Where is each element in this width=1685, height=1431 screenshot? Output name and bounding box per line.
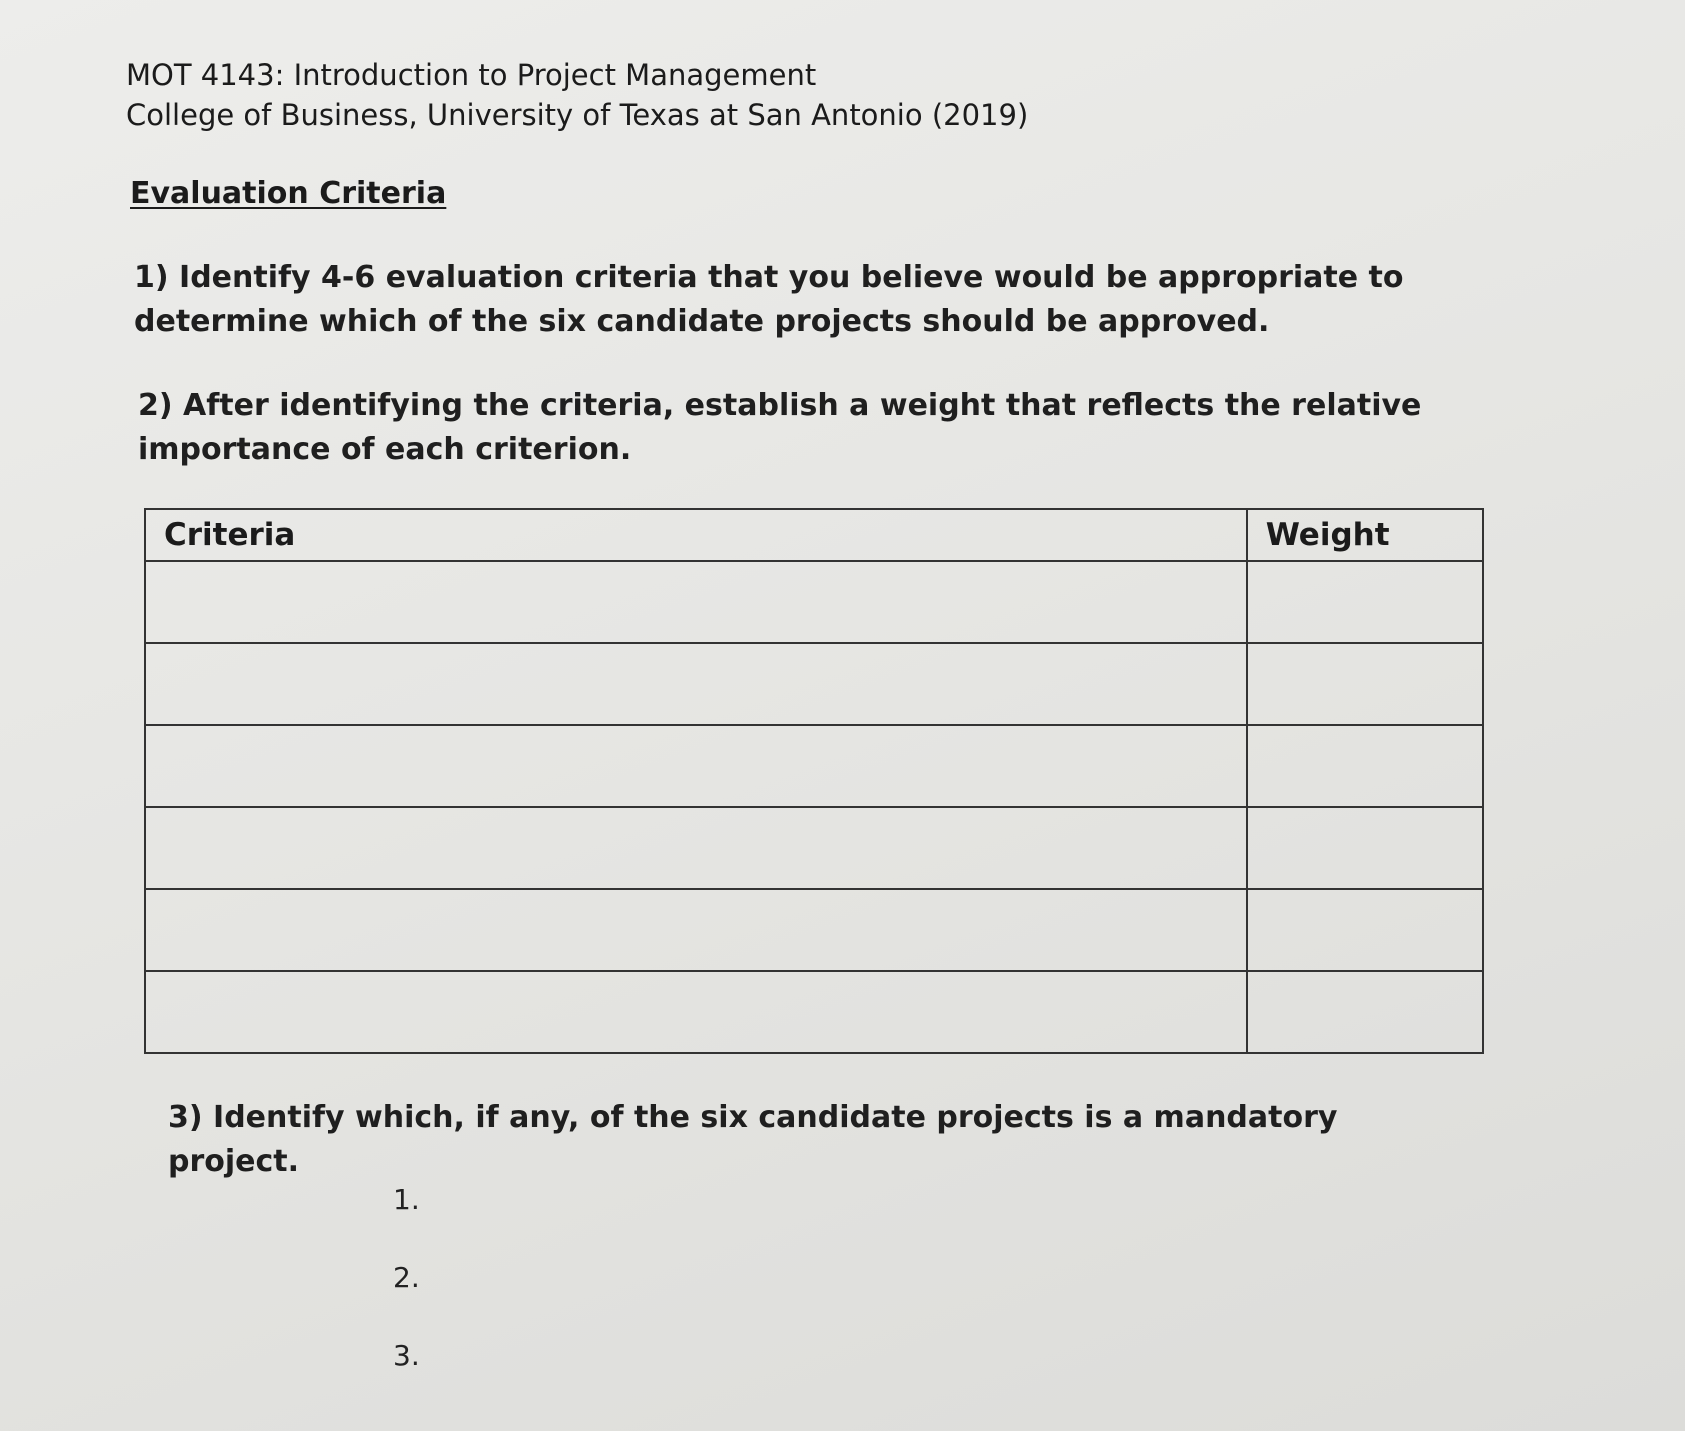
- criteria-column-header: Criteria: [145, 509, 1247, 561]
- weight-cell[interactable]: [1247, 561, 1483, 643]
- criteria-cell[interactable]: [145, 889, 1247, 971]
- list-item: 3.: [393, 1339, 420, 1372]
- table-row: [145, 889, 1483, 971]
- criteria-cell[interactable]: [145, 725, 1247, 807]
- question-1: 1) Identify 4-6 evaluation criteria that you believe would be appropriate to determine which of the six candidate projects should be approved.: [134, 260, 1404, 339]
- criteria-cell[interactable]: [145, 971, 1247, 1053]
- criteria-cell[interactable]: [145, 643, 1247, 725]
- table-row: [145, 971, 1483, 1053]
- section-heading: Evaluation Criteria: [130, 176, 447, 211]
- list-item: 2.: [393, 1261, 420, 1294]
- criteria-cell[interactable]: [145, 561, 1247, 643]
- weight-cell[interactable]: [1247, 807, 1483, 889]
- list-item: 1.: [393, 1183, 420, 1216]
- weight-cell[interactable]: [1247, 971, 1483, 1053]
- table-row: [145, 807, 1483, 889]
- criteria-weight-table: [144, 508, 1484, 1054]
- table-row: [145, 643, 1483, 725]
- weight-cell[interactable]: [1247, 725, 1483, 807]
- course-title: MOT 4143: Introduction to Project Management: [126, 58, 817, 92]
- table-header-row: [145, 509, 1483, 561]
- question-2: 2) After identifying the criteria, establish a weight that reflects the relative importance of each criterion.: [138, 388, 1422, 467]
- mandatory-project-list: [393, 1180, 420, 1414]
- weight-column-header: Weight: [1247, 509, 1483, 561]
- criteria-cell[interactable]: [145, 807, 1247, 889]
- weight-cell[interactable]: [1247, 643, 1483, 725]
- weight-cell[interactable]: [1247, 889, 1483, 971]
- table-row: [145, 725, 1483, 807]
- college-line: College of Business, University of Texas at San Antonio (2019): [126, 98, 1029, 132]
- question-3: 3) Identify which, if any, of the six candidate projects is a mandatory project.: [168, 1100, 1338, 1179]
- table-row: [145, 561, 1483, 643]
